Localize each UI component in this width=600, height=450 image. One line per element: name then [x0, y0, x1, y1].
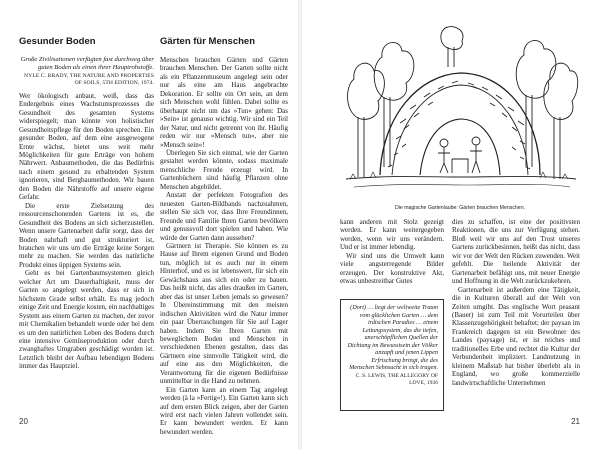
column-gaerten-fuer-menschen	[160, 36, 288, 436]
body-paragraph: Wer ökologisch anbaut, weiß, dass das Endergebnis eines Wachstumsprozesses die Gesundheit des gesamten Systems widerspiegelt; man könnte von holistischer Gesundheitspflege für den Boden sprechen. Ein gesunder Boden, auf dem eine ausgewogene Ernte wächst, bietet uns weit mehr Möglichkeiten für gute Erträge von hohem Nährwert. Anbaumethoden, die das Bedürfnis nach einem gesund zu erhaltenden System ignorieren, sind Bergbaumethoden. Wir bauen den Boden die Nährstoffe auf unsere eigene Gefahr.	[19, 91, 154, 202]
body-paragraph: Anstatt der perfekten Fotografien des neuesten Garten-Bildbands nachzuahmen, stellen Sie sich vor, dass Ihre Freundinnen, Freunde und Familie Ihren Garten bevölkern und genussvoll dort spielen und haben. Wie würde der Garten dann aussehen?	[160, 191, 288, 242]
body-paragraph: Ein Garten kann an einem Tag angelegt werden (à la »Fertig«!). Ein Garten kann sich auf dem ersten Blick zeigen, aber der Garten wird erst nach vielen Jahren vollendet sein. Er kann bewundert werden. Er kann bewundert werden.	[160, 385, 288, 436]
body-paragraph: Die erste Zielsetzung des ressourcenschonenden Gartens ist es, die Gesundheit des Bodens an sich sicherzustellen. Wenn unsere Gartenarbeit dafür sorgt, dass der Boden nahrhaft und gut strukturiert ist, brauchen wir uns um die Erträge keine Sorgen mehr zu machen. Sie werden das natürliche Produkt eines üppigen Systems sein.	[19, 201, 154, 269]
tree-icon	[441, 27, 463, 67]
column-right	[452, 218, 580, 412]
page-number-right: 21	[571, 417, 580, 426]
tree-icon	[348, 63, 385, 177]
epigraph-quote: Große Zivilisationen verfügten fast durchweg über guten Boden als einen ihrer Hauptrohstoffe.	[20, 56, 154, 71]
body-paragraph: Menschen brauchen Gärten und Gärten brauchen Menschen. Der Garten sollte nicht als ein Pflanzenmuseum angelegt sein oder nur als eine am Haus angebrachte Dekoration. Er sollte ein Ort sein, an dem sich Menschen wohl fühlen. Dabei sollte es überhaupt nicht um das »Tun« gehen: Das »Sein« ist genauso wichtig. Wir sind ein Teil der Natur, und nicht getrennt von ihr. Häufig reden wir nur »Mensch tun«, aber nie »Mensch sein«!	[160, 56, 288, 149]
column-gesunder-boden	[19, 36, 154, 402]
page-number-left: 20	[19, 417, 28, 426]
pull-quote-attribution: C. S. LEWIS, THE ALLEGORY OF LOVE, 1936	[355, 372, 438, 386]
body-paragraph: Gärtnern ist Therapie. Sie können es zu Hause auf Ihrem eigenen Grund und Boden tun, möglich ist es auch nur in einem Hinterhof, und es ist lebenswert, für sich ein Gewächshaus aus sich ein oder zu bauen. Das heißt nicht, das alles draußen im Garten, aber das ist unser Leben jemals so gewesen? In Übereinstimmung mit den meisten indischen Aktivitäten wird die Natur immer ein paar Überraschungen für Sie auf Lager haben. Indem Sie Ihren Garten mit beweglichem Boden und Menschen in verschiedenen Ebenen gestalten, dass das Gärtnern eine sinnvolle Tätigkeit wird, die auf eine aus den Möglichkeiten, die Verantwortung für die eigenen Bedürfnisse unmittelbar in die Hand zu nehmen.	[160, 241, 288, 386]
pull-quote-box	[340, 299, 444, 411]
body-paragraph: kann anderen mit Stolz gezeigt werden. Er kann weitergegeben werden, wenn wir uns verändern. Und er ist immer lebendig.	[340, 218, 444, 252]
section-heading-gaerten-fuer-menschen: Gärten für Menschen	[160, 36, 256, 47]
pull-quote-text: (Dort) … liegt der weltweite Traum vom glücklichen Garten … dem irdischen Paradies … einem Leitungssystem, das die tiefen, unerschöpflichen Quellen der Dichtung im Bewusstsein der Völker anzapft und jenen Lippen Erfrischung bringt, die des Menschen Sehnsucht in sich tragen.	[347, 304, 438, 372]
body-paragraph: dies zu schaffen, ist eine der positivsten Reaktionen, die uns zur Verfügung stehen. Bloß weil wir uns auf den Trost unseres Gartens zurückbesinnen, heißt das nicht, dass wir vor der Welt den Rücken zuwenden. Weit gefehlt. Die heilende Aktivität der Gartenarbeit befähigt uns, mit neuer Energie und Hoffnung in die Welt zurückzukehren.	[452, 218, 580, 286]
column-right-top	[340, 218, 444, 296]
body-paragraph: Wir sind uns die Umwelt kann viele angsterregende Bilder erzeugen. Der konstruktive Akt, etwas unbestreitbar Gutes	[340, 251, 444, 286]
body-paragraph: Überlegen Sie sich einmal, wie der Garten gestaltet werden könnte, sodass maximale menschliche Freude erzeugt wird. In Gartenbüchern sind häufig Pflanzen ohne Menschen abgebildet.	[160, 148, 288, 191]
tree-icon	[374, 42, 414, 167]
body-paragraph: Gartenarbeit ist außerdem eine Tätigkeit, die in Kulturen überall auf der Welt von Zeiten umgibt. Das englische Wort peasant (Bauer) ist zum Teil mit Vorurteilen über Klassenzugehörigkeit behaftet; der paysan im Frankreich dagegen ist ein Bewohner des Landes (paysage) ist, er ist reiches und traditionelles Erbe und rechtet die Kultur der Verbundenheit impliziert. Landnutzung in kleinem Maßstab hat bisher überlebt als in England, wo große kommerzielle landwirtschaftliche Unternehmen	[452, 285, 580, 387]
body-paragraph: Geht es bei Gartenbaumsystemen gleich welcher Art um Dauerhaftigkeit, muss der Garten so angelegt werden, dass er sich in höchstem Grade selbst erhält. Es mag jedoch einige Zeit und Energie kosten, ein nachhaltiges System aus einem Garten zu machen, der zuvor mit Chemikalien behandelt wurde oder bei dem es um den natürlichen Leben des Bodens durch eine intensive Gemüseproduktion oder durch zwanghaftes Umgraben geschädigt worden ist. Letztlich bleibt der Aufbau lebendigen Bodens immer das Hauptziel.	[19, 269, 154, 371]
garden-arbour-illustration	[340, 27, 580, 212]
tree-icon	[544, 63, 578, 179]
illustration-caption: Die magische Gartenlaube: Gärten brauchen Menschen.	[394, 205, 526, 211]
section-heading-gesunder-boden: Gesunder Boden	[19, 36, 96, 47]
epigraph-attribution: NYLE C. BRADY, THE NATURE AND PROPERTIES OF SOILS, 5TH EDITION, 1974.	[24, 72, 154, 86]
tree-icon	[516, 40, 556, 167]
